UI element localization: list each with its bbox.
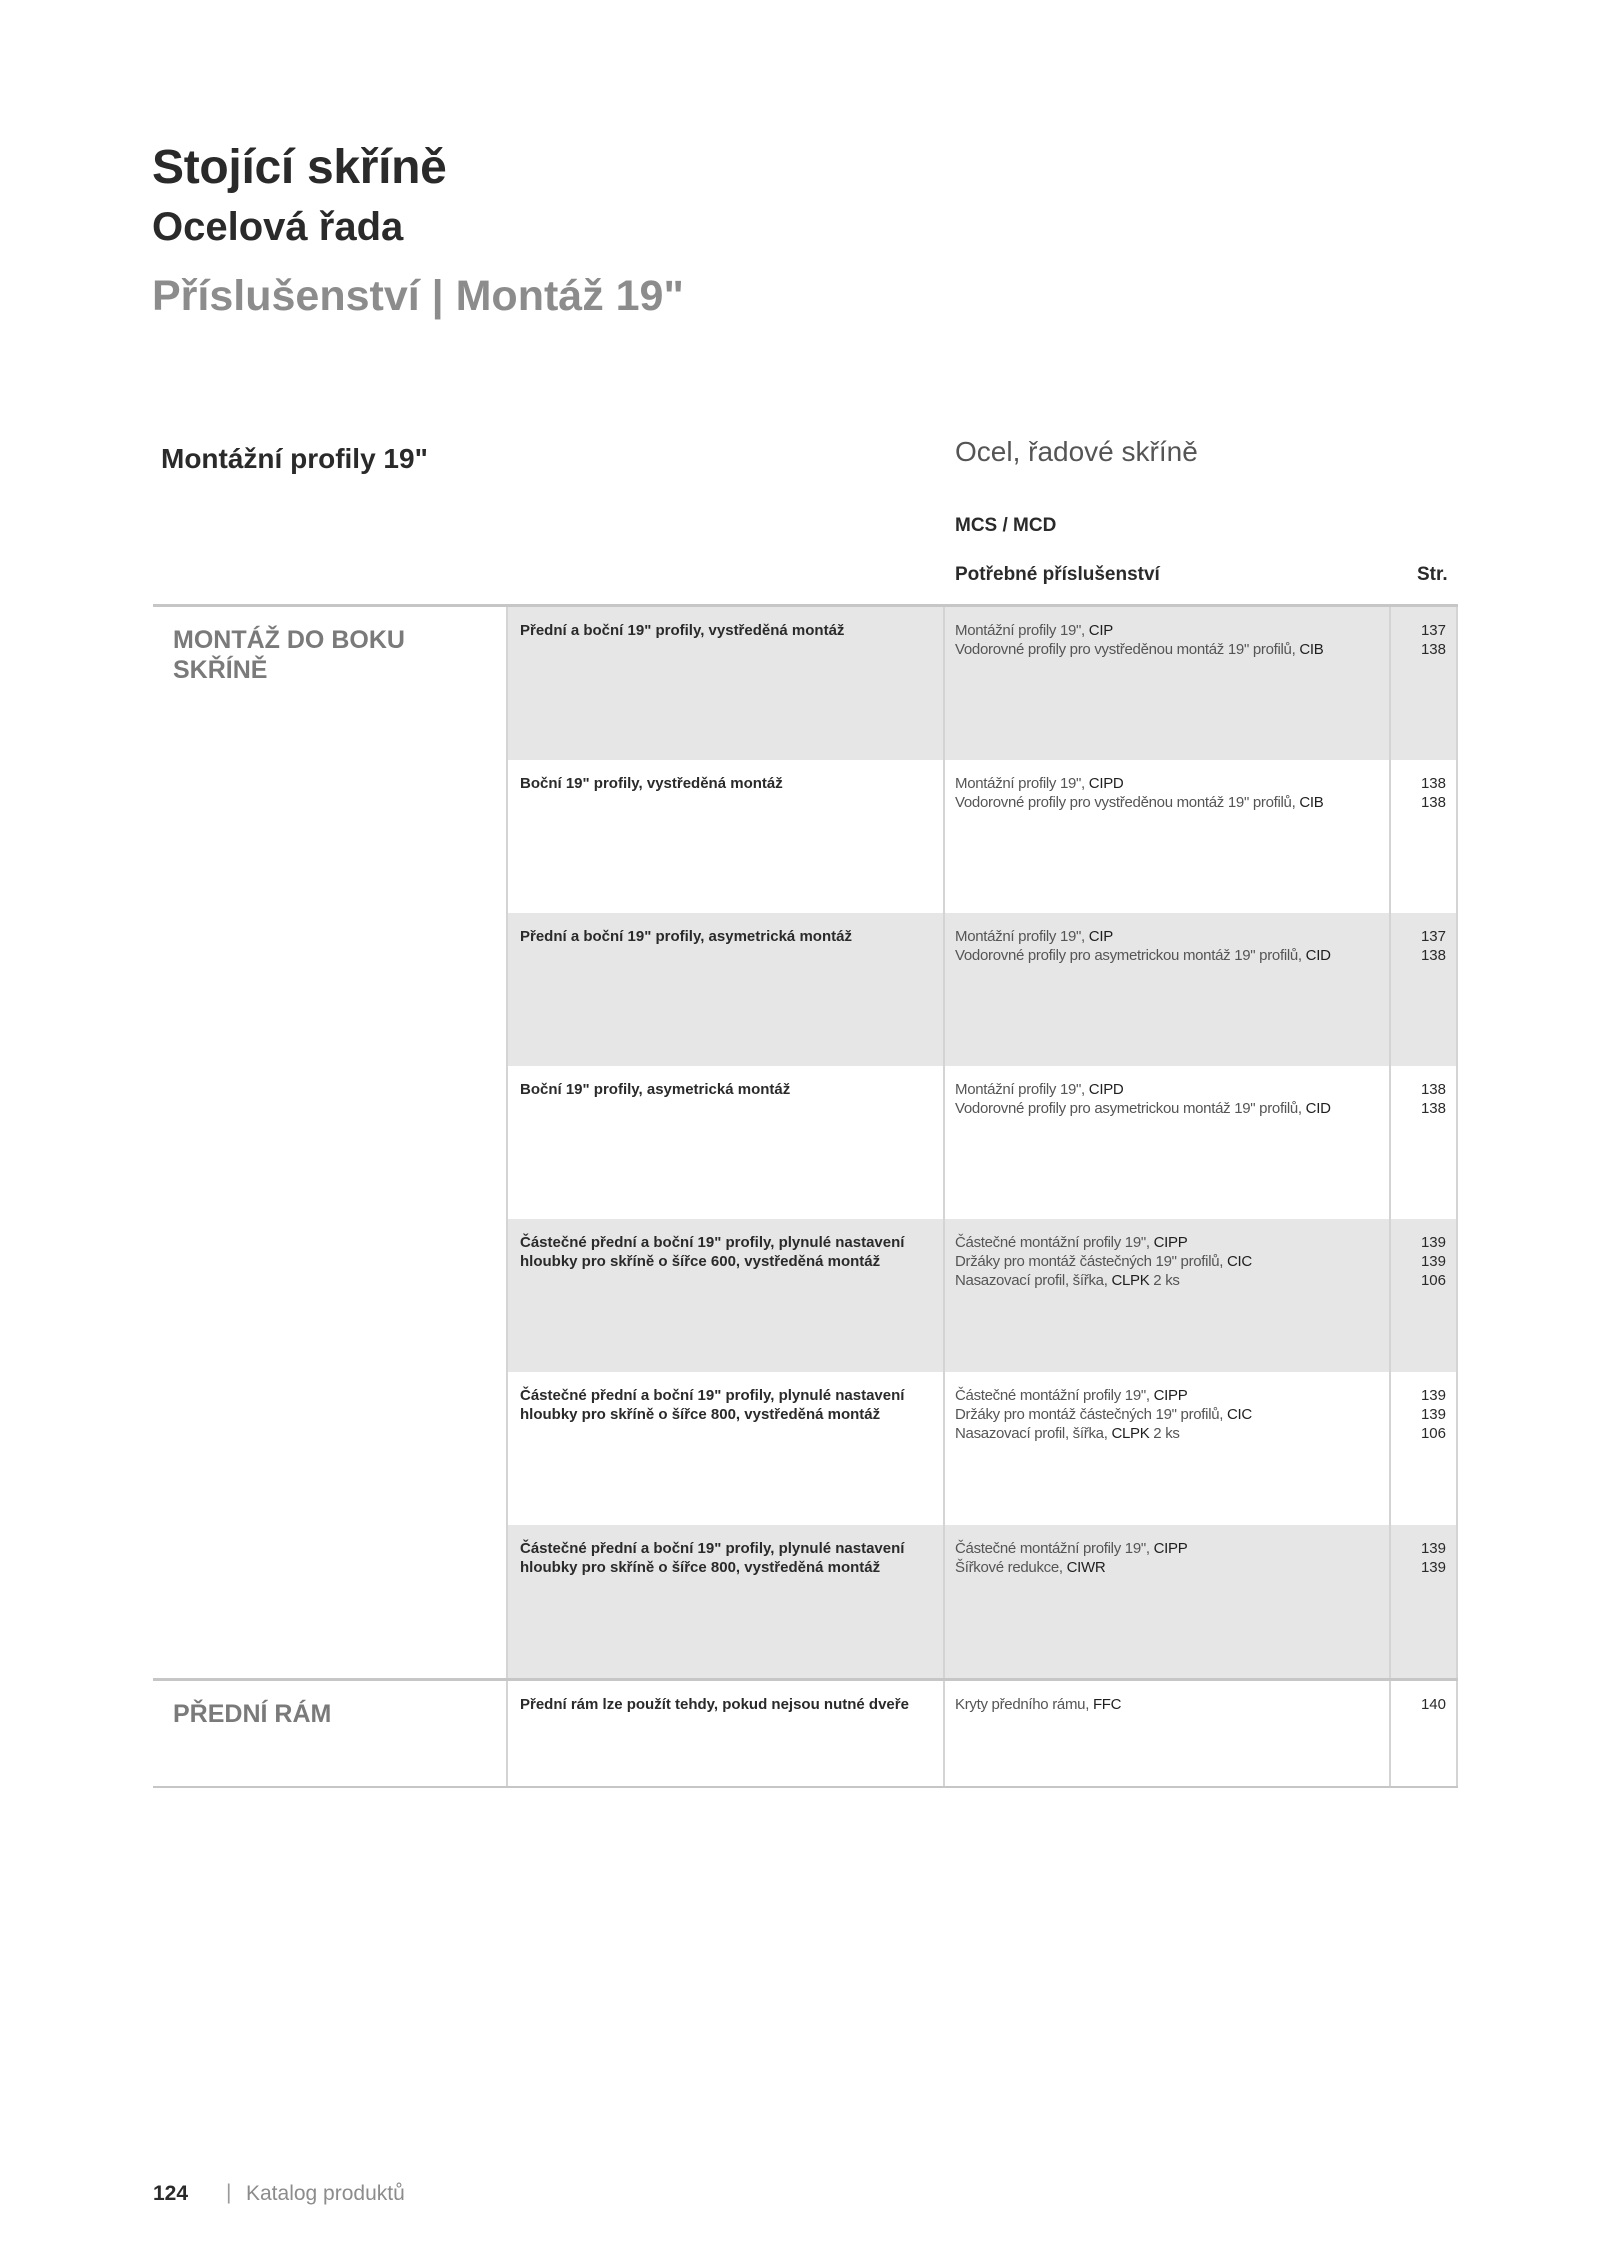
page-subtitle: Ocelová řada <box>152 205 404 249</box>
accessory-text: Kryty předního rámu, <box>955 1696 1093 1713</box>
page-reference: 137 <box>1420 622 1446 639</box>
row-description: Boční 19" profily, asymetrická montáž <box>506 1066 943 1219</box>
group-label <box>153 1372 506 1525</box>
group-label <box>153 1219 506 1372</box>
table-row <box>153 760 1458 913</box>
accessory-code: CIP <box>1088 928 1113 945</box>
accessory-text: Částečné montážní profily 19", <box>955 1540 1154 1557</box>
accessory-list <box>943 913 1389 1066</box>
accessory-suffix: 2 ks <box>1149 1425 1180 1442</box>
row-description: Částečné přední a boční 19" profily, plynulé nastavení hloubky pro skříně o šířce 600, vystředěná montáž <box>506 1219 943 1372</box>
page-references <box>1389 1066 1458 1219</box>
accessory-list <box>943 1066 1389 1219</box>
footer-separator: | <box>226 2181 232 2204</box>
row-description: Boční 19" profily, vystředěná montáž <box>506 760 943 913</box>
accessory-item <box>955 927 1381 946</box>
accessory-item <box>955 1539 1381 1558</box>
group-label <box>153 1525 506 1678</box>
accessory-code: CID <box>1305 1100 1331 1117</box>
page-reference: 138 <box>1420 1081 1446 1098</box>
block-title: Montážní profily 19" <box>161 443 428 474</box>
accessory-code: CIPP <box>1153 1540 1188 1557</box>
accessory-text: Montážní profily 19", <box>955 775 1089 792</box>
accessory-text: Vodorovné profily pro asymetrickou montáž 19" profilů, <box>955 1100 1306 1117</box>
accessory-text: Částečné montážní profily 19", <box>955 1234 1154 1251</box>
accessory-list <box>943 607 1389 760</box>
group-label <box>153 760 506 913</box>
accessory-code: CIWR <box>1066 1559 1106 1576</box>
accessory-code: CIPD <box>1088 1081 1124 1098</box>
accessory-item <box>955 621 1381 640</box>
accessory-code: CIPP <box>1153 1387 1188 1404</box>
page-reference: 138 <box>1420 1100 1446 1117</box>
accessory-text: Držáky pro montáž částečných 19" profilů, <box>955 1253 1228 1270</box>
page-references <box>1389 1219 1458 1372</box>
page-references <box>1389 1681 1458 1786</box>
column-header-accessories: Potřebné příslušenství <box>955 564 1160 585</box>
table-row <box>153 1219 1458 1372</box>
page-reference: 140 <box>1420 1696 1446 1713</box>
accessory-item <box>955 1695 1381 1714</box>
accessory-item <box>955 793 1381 812</box>
group-label: MONTÁŽ DO BOKU SKŘÍNĚ <box>173 626 405 684</box>
accessory-code: CID <box>1305 947 1331 964</box>
accessory-text: Částečné montážní profily 19", <box>955 1387 1154 1404</box>
page-reference: 139 <box>1420 1253 1446 1270</box>
accessory-list <box>943 1372 1389 1525</box>
accessory-item <box>955 1252 1381 1271</box>
row-description: Přední rám lze použít tehdy, pokud nejsou nutné dveře <box>506 1681 943 1786</box>
table-row <box>153 1066 1458 1219</box>
page-references <box>1389 1372 1458 1525</box>
page-references <box>1389 760 1458 913</box>
block-category: Ocel, řadové skříně <box>955 436 1198 467</box>
page-reference: 139 <box>1420 1406 1446 1423</box>
accessories-table <box>153 604 1458 1788</box>
page-reference: 138 <box>1420 947 1446 964</box>
accessory-list <box>943 1681 1389 1786</box>
accessory-code: CIB <box>1299 641 1324 658</box>
accessory-text: Nasazovací profil, šířka, <box>955 1272 1112 1289</box>
accessory-code: CIPD <box>1088 775 1124 792</box>
accessory-text: Montážní profily 19", <box>955 928 1089 945</box>
column-header-page: Str. <box>1417 564 1448 585</box>
accessory-item <box>955 1271 1381 1290</box>
row-description: Částečné přední a boční 19" profily, plynulé nastavení hloubky pro skříně o šířce 800, vystředěná montáž <box>506 1372 943 1525</box>
page-references <box>1389 913 1458 1066</box>
row-description: Částečné přední a boční 19" profily, plynulé nastavení hloubky pro skříně o šířce 800, vystředěná montáž <box>506 1525 943 1678</box>
accessory-code: CLPK <box>1111 1272 1150 1289</box>
page-reference: 106 <box>1420 1272 1446 1289</box>
accessory-code: CIC <box>1227 1253 1252 1270</box>
accessory-item <box>955 1080 1381 1099</box>
accessory-list <box>943 1525 1389 1678</box>
row-description: Přední a boční 19" profily, asymetrická montáž <box>506 913 943 1066</box>
accessory-text: Montážní profily 19", <box>955 622 1089 639</box>
accessory-item <box>955 1405 1381 1424</box>
accessory-code: CIB <box>1299 794 1324 811</box>
table-row <box>153 913 1458 1066</box>
page-reference: 138 <box>1420 775 1446 792</box>
footer-label: Katalog produktů <box>246 2182 405 2205</box>
table-row <box>153 1372 1458 1525</box>
accessory-text: Montážní profily 19", <box>955 1081 1089 1098</box>
page-reference: 139 <box>1420 1559 1446 1576</box>
accessory-code: CIP <box>1088 622 1113 639</box>
page-reference: 138 <box>1420 641 1446 658</box>
accessory-code: FFC <box>1092 1696 1122 1713</box>
accessory-item <box>955 1099 1381 1118</box>
footer-page-number: 124 <box>153 2182 189 2205</box>
accessory-item <box>955 774 1381 793</box>
accessory-text: Nasazovací profil, šířka, <box>955 1425 1112 1442</box>
accessory-list <box>943 760 1389 913</box>
page-reference: 139 <box>1420 1540 1446 1557</box>
page-reference: 139 <box>1420 1234 1446 1251</box>
table-row <box>153 604 1458 760</box>
page-reference: 139 <box>1420 1387 1446 1404</box>
row-description: Přední a boční 19" profily, vystředěná montáž <box>506 607 943 760</box>
accessory-list <box>943 1219 1389 1372</box>
table-row <box>153 1678 1458 1788</box>
accessory-item <box>955 1233 1381 1252</box>
page-references <box>1389 1525 1458 1678</box>
group-label <box>153 1066 506 1219</box>
accessory-item <box>955 640 1381 659</box>
accessory-text: Vodorovné profily pro asymetrickou montáž 19" profilů, <box>955 947 1306 964</box>
model-label: MCS / MCD <box>955 515 1057 536</box>
accessory-code: CIPP <box>1153 1234 1188 1251</box>
accessory-item <box>955 946 1381 965</box>
accessory-text: Vodorovné profily pro vystředěnou montáž 19" profilů, <box>955 641 1300 658</box>
group-label: PŘEDNÍ RÁM <box>173 1700 332 1728</box>
group-label <box>153 913 506 1066</box>
page-references <box>1389 607 1458 760</box>
table-row <box>153 1525 1458 1678</box>
accessory-suffix: 2 ks <box>1149 1272 1180 1289</box>
accessory-text: Šířkové redukce, <box>955 1559 1067 1576</box>
page-reference: 106 <box>1420 1425 1446 1442</box>
accessory-item <box>955 1424 1381 1443</box>
accessory-item <box>955 1558 1381 1577</box>
page-reference: 138 <box>1420 794 1446 811</box>
accessory-text: Vodorovné profily pro vystředěnou montáž 19" profilů, <box>955 794 1300 811</box>
page-title: Stojící skříně <box>152 141 447 194</box>
accessory-code: CLPK <box>1111 1425 1150 1442</box>
page-reference: 137 <box>1420 928 1446 945</box>
accessory-item <box>955 1386 1381 1405</box>
section-heading: Příslušenství | Montáž 19" <box>152 272 684 320</box>
accessory-code: CIC <box>1227 1406 1252 1423</box>
accessory-text: Držáky pro montáž částečných 19" profilů, <box>955 1406 1228 1423</box>
